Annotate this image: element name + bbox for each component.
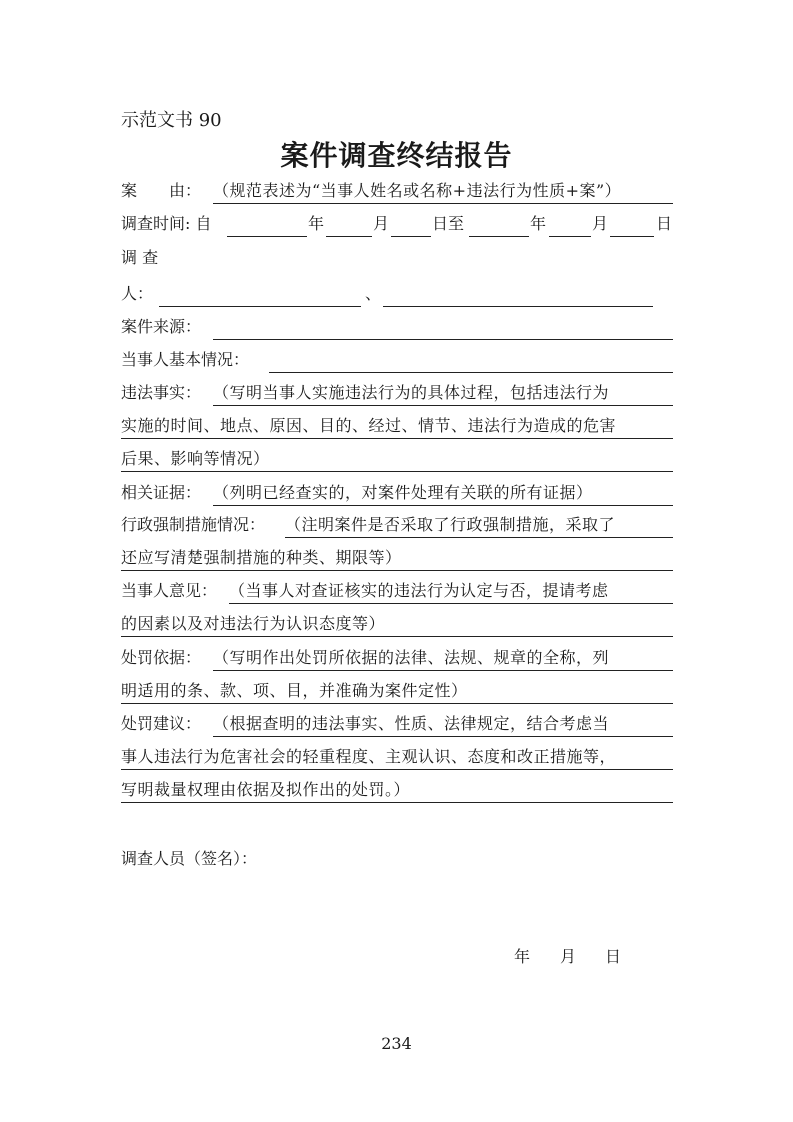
penalty-suggestion-line-2[interactable]: 事人违法行为危害社会的轻重程度、主观认识、态度和改正措施等， [121,745,673,770]
investigator-label: 人： [121,284,154,303]
end-month-field[interactable] [549,212,591,237]
investigation-time-label: 调查时间: 自 [121,214,212,233]
start-day-label: 日至 [432,214,465,233]
page-number: 234 [381,1034,412,1053]
party-info-row [121,348,249,372]
case-cause-label: 案 由： [121,181,202,200]
penalty-suggestion-row [121,712,610,736]
violation-facts-line-1[interactable]: （写明当事人实施违法行为的具体过程，包括违法行为 [213,381,673,406]
investigator-row [121,282,681,306]
coercive-measures-line-2[interactable]: 还应写清楚强制措施的种类、期限等） [121,546,673,571]
party-info-field[interactable] [269,348,673,373]
penalty-basis-line-1[interactable]: （写明作出处罚所依据的法律、法规、规章的全称，列 [213,646,673,671]
penalty-basis-label: 处罚依据： [121,648,202,667]
start-month-field[interactable] [326,212,372,237]
end-year-field[interactable] [469,212,529,237]
violation-facts-label: 违法事实： [121,383,202,402]
violation-facts-row [121,381,610,405]
violation-facts-line-2[interactable]: 实施的时间、地点、原因、目的、经过、情节、违法行为造成的危害 [121,414,673,439]
violation-facts-line-3[interactable]: 后果、影响等情况） [121,447,673,472]
penalty-suggestion-line-3[interactable]: 写明裁量权理由依据及拟作出的处罚。） [121,778,673,803]
party-opinion-line-2[interactable]: 的因素以及对违法行为认识态度等） [121,612,673,637]
start-month-label: 月 [373,214,390,233]
evidence-row [121,481,593,505]
document-title: 案件调查终结报告 [280,139,513,172]
penalty-basis-row [121,646,610,670]
party-opinion-row [121,579,609,603]
investigator-separator: 、 [365,284,382,303]
start-year-label: 年 [308,214,325,233]
case-source-row [121,315,201,339]
penalty-suggestion-line-1[interactable]: （根据查明的违法事实、性质、法律规定，结合考虑当 [213,712,673,737]
document-number: 示范文书 90 [121,110,222,131]
coercive-measures-label: 行政强制措施情况： [121,515,266,534]
end-day-label: 日 [656,214,673,233]
signature-day-label: 日 [605,947,622,966]
case-cause-field[interactable]: （规范表述为“当事人姓名或名称+违法行为性质+案”） [213,179,673,204]
end-month-label: 月 [592,214,609,233]
investigator-1-field[interactable] [159,282,361,307]
coercive-measures-line-1[interactable]: （注明案件是否采取了行政强制措施，采取了 [285,513,673,538]
investigator-signature-label: 调查人员（签名）： [121,849,258,868]
penalty-suggestion-label: 处罚建议： [121,714,202,733]
investigation-time-row [121,212,681,236]
investigator-2-field[interactable] [383,282,653,307]
evidence-field[interactable]: （列明已经查实的，对案件处理有关联的所有证据） [213,481,673,506]
party-opinion-label: 当事人意见： [121,581,218,600]
end-year-label: 年 [530,214,547,233]
evidence-label: 相关证据： [121,483,202,502]
end-day-field[interactable] [610,212,654,237]
coercive-measures-row [121,513,616,537]
case-source-label: 案件来源： [121,317,202,336]
signature-month-label: 月 [560,947,577,966]
penalty-basis-line-2[interactable]: 明适用的条、款、项、目，并准确为案件定性） [121,679,673,704]
signature-year-label: 年 [514,947,531,966]
party-info-label: 当事人基本情况： [121,350,250,369]
start-year-field[interactable] [227,212,307,237]
investigator-label-line1: 调 查 [121,248,159,267]
case-cause-row [121,179,622,203]
party-opinion-line-1[interactable]: （当事人对查证核实的违法行为认定与否，提请考虑 [229,579,673,604]
start-day-field[interactable] [391,212,431,237]
case-source-field[interactable] [213,315,673,340]
